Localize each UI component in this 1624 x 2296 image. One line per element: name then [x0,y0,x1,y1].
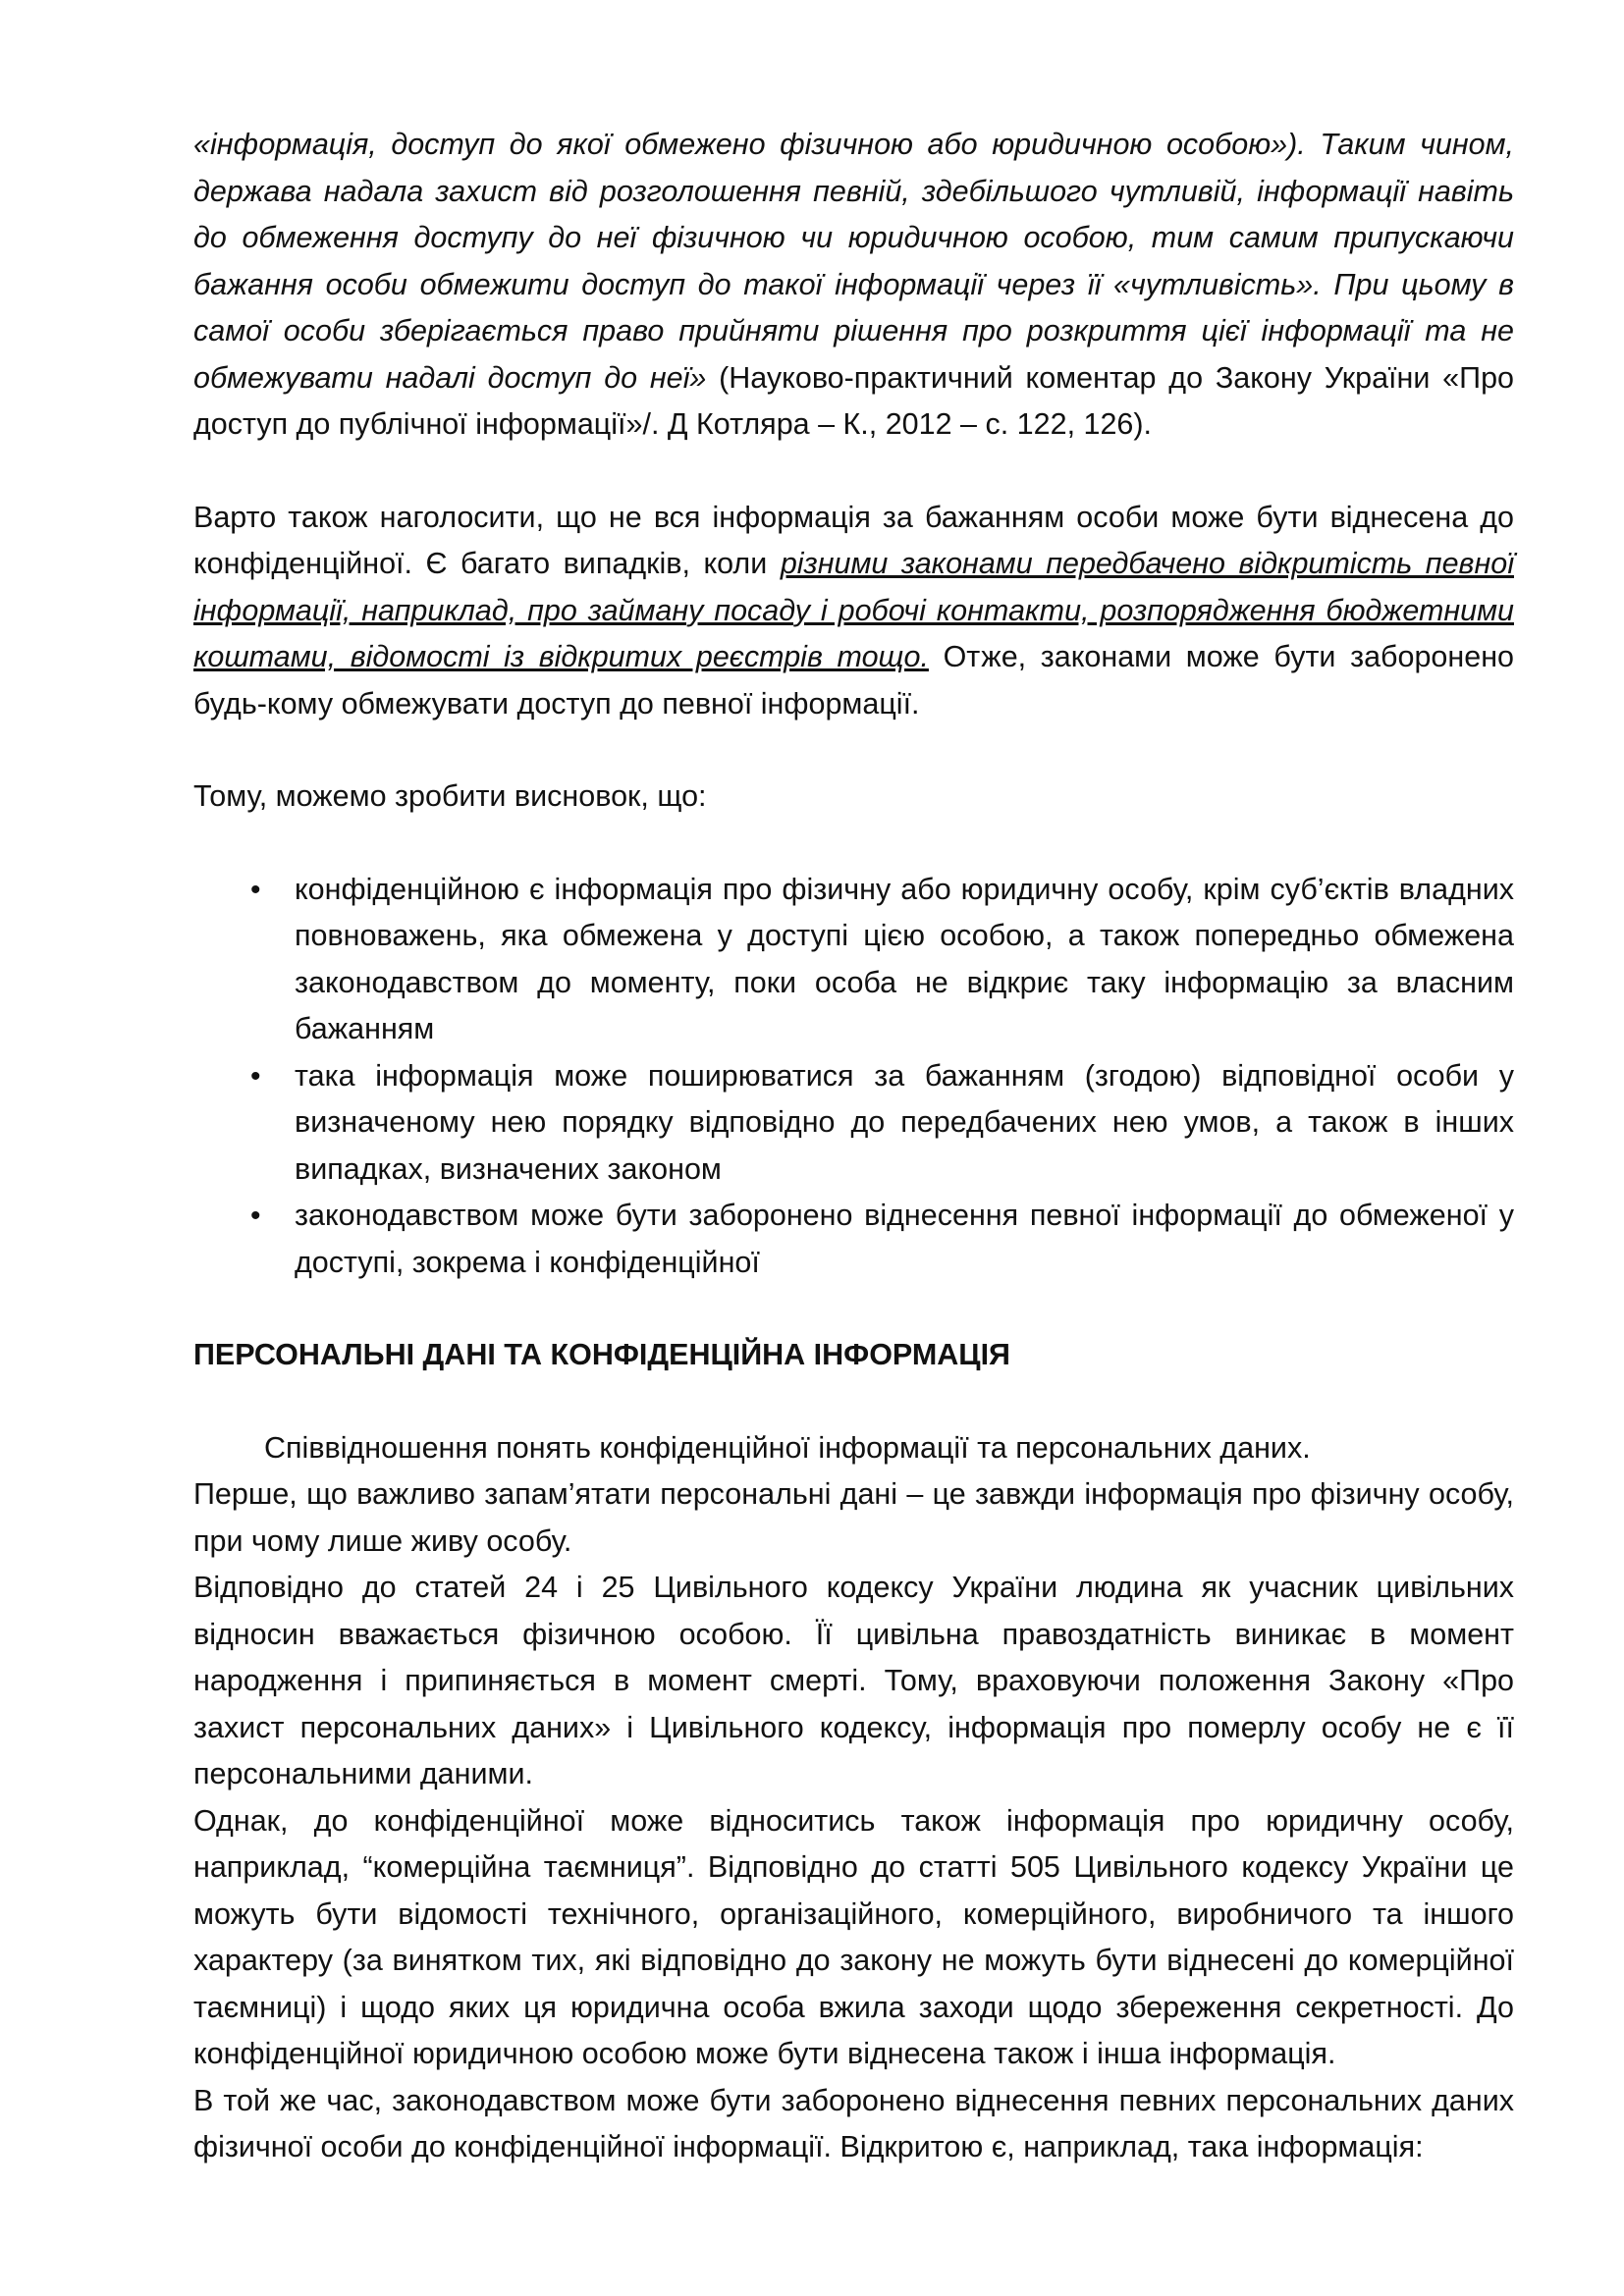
quote-citation-text: (Науково-практичний коментар до Закону України «Про доступ до публічної інформації»/. Д Котляра – К., 2012 – с. 122, 126). [193,360,1514,441]
bullet-icon: • [250,1059,261,1093]
spacer [193,727,1514,774]
bullet-icon: • [250,873,261,906]
list-item [193,1053,1514,1194]
list-item [193,867,1514,1053]
spacer [193,449,1514,495]
paragraph-personal-data: Перше, що важливо запам’ятати персональні дані – це завжди інформація про фізичну особу, при чому лише живу особу. [193,1477,1514,1558]
text-column [193,122,1514,2171]
openness-text-start: Варто також наголосити, що не вся інформація за бажанням особи може бути віднесена до конфіденційної. Є багато випадків, коли [193,500,1514,580]
paragraph-open-info: В той же час, законодавством може бути заборонено віднесення певних персональних даних фізичної особи до конфіденційної інформації. Відкритою є, наприклад, така інформація: [193,2083,1514,2163]
openness-text-end: Отже, законами може бути заборонено будь-кому обмежувати доступ до певної інформації. [193,640,1515,721]
spacer [193,1379,1514,1425]
openness-underlined-text: різними законами передбачено відкритість певної інформації, наприклад, про займану посаду і робочі контакти, розпорядження бюджетними коштами, відомості із відкритих реєстрів тощо. [193,547,1514,673]
paragraph-trade-secret: Однак, до конфіденційної може відноситись також інформація про юридичну особу, наприклад, “комерційна таємниця”. Відповідно до статті 505 Цивільного кодексу України це можуть бути відомості технічного, організаційного, комерційного, виробничого та іншого характеру (за винятком тих, які відповідно до закону не можуть бути віднесені до комерційної таємниці) і щодо яких ця юридична особа вжила заходи щодо збереження секретності. До конфіденційної юридичною особою може бути віднесена також і інша інформація. [193,1803,1514,2070]
spacer [193,821,1514,867]
bullet-icon: • [250,1200,261,1232]
paragraph-civil-code: Відповідно до статей 24 і 25 Цивільного кодексу України людина як учасник цивільних відносин вважається фізичною особою. Її цивільна правоздатність виникає в момент народження і припиняється в момент смерті. Тому, враховуючи положення Закону «Про захист персональних даних» і Цивільного кодексу, інформація про померлу особу не є її персональними даними. [193,1571,1514,1790]
section-intro-line: Співвідношення понять конфіденційної інформації та персональних даних. [264,1430,1311,1465]
list-item-text: законодавством може бути заборонено віднесення певної інформації до обмеженої у доступі, зокрема і конфіденційної [295,1199,1514,1279]
spacer [193,1286,1514,1332]
paragraph-conclusion-intro: Тому, можемо зробити висновок, що: [193,779,707,813]
list-item-text: конфіденційною є інформація про фізичну або юридичну особу, крім суб’єктів владних повноважень, яка обмежена у доступі цією особою, а також попередньо обмежена законодавством до моменту, поки особа не відкриє таку інформацію за власним бажанням [295,872,1514,1045]
quote-italic-text: «інформація, доступ до якої обмежено фізичною або юридичною особою»). Таким чином, держава надала захист від розголошення певній, здебільшого чутливій, інформації навіть до обмеження доступу до неї фізичною чи юридичною особою, тим самим припускаючи бажання особи обмежити доступ до такої інформації через її «чутливість». При цьому в самої особи зберігається право прийняти рішення про розкриття цієї інформації та не обмежувати надалі доступ до неї» [193,128,1514,395]
section-heading: ПЕРСОНАЛЬНІ ДАНІ ТА КОНФІДЕНЦІЙНА ІНФОРМАЦІЯ [193,1338,1010,1371]
list-item [193,1193,1514,1286]
paragraph-openness [193,495,1514,728]
conclusion-list [193,867,1514,1287]
list-item-text: така інформація може поширюватися за бажанням (згодою) відповідної особи у визначеному нею порядку відповідно до передбачених нею умов, а також в інших випадках, визначених законом [295,1058,1514,1186]
paragraph-quote [193,122,1514,449]
